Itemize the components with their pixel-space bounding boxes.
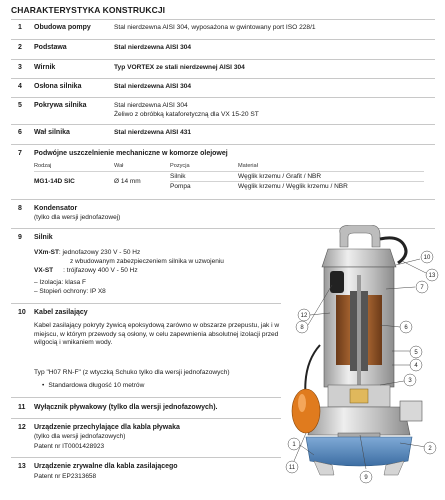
motor-cover — [322, 249, 396, 267]
row-number: 7 — [18, 150, 22, 157]
row-value: Stal nierdzewna AISI 431 — [114, 129, 192, 136]
callout-5-label: 5 — [414, 350, 418, 357]
table-divider — [34, 171, 424, 172]
row-note: (tylko dla wersji jednofazowych) — [34, 433, 126, 440]
callout-6-label: 6 — [404, 325, 408, 332]
callout-12-label: 12 — [300, 313, 308, 320]
row-number: 4 — [18, 83, 22, 90]
row-note: (tylko dla wersji jednofazowej) — [34, 214, 121, 221]
motor-vxm-text2: z wbudowanym zabezpieczeniem silnika w uzwojeniu — [70, 258, 224, 265]
callout-7-label: 7 — [420, 285, 424, 292]
row-label: Urządzenie zrywalne dla kabla zasilającego — [34, 463, 178, 470]
row-label: Obudowa pompy — [34, 24, 91, 31]
row-label: Kondensator — [34, 205, 78, 212]
row-number: 5 — [18, 102, 22, 109]
row-number: 1 — [18, 24, 22, 31]
row-number: 11 — [18, 404, 26, 411]
table-divider — [170, 181, 424, 182]
section-title: CHARAKTERYSTYKA KONSTRUKCJI — [11, 5, 166, 15]
row-value: Stal nierdzewna AISI 304 — [114, 44, 192, 51]
row-label: Wirnik — [34, 64, 56, 71]
divider — [11, 19, 435, 20]
row-number: 13 — [18, 463, 26, 470]
motor-insulation: – Izolacja: klasa F — [34, 279, 87, 286]
motor-vx-label: VX-ST — [34, 267, 54, 274]
outlet-port — [400, 401, 422, 421]
divider — [11, 303, 281, 304]
table-cell-material: Węglik krzemu / Węglik krzemu / NBR — [238, 183, 348, 190]
motor-vxm — [34, 249, 140, 257]
table-cell-position: Silnik — [170, 173, 186, 180]
row-value-line1: Stal nierdzewna AISI 304 — [114, 102, 188, 109]
table-header-shaft: Wał — [114, 163, 124, 169]
divider — [11, 78, 435, 79]
divider — [11, 144, 435, 145]
row-value-line2: Żeliwo z obróbką kataforetyczną dla VX 15-20 ST — [114, 111, 259, 118]
divider — [11, 418, 281, 419]
motor-vxm-label: VXm-ST — [34, 249, 59, 256]
float-highlight — [298, 394, 306, 412]
callout-13-label: 13 — [428, 273, 436, 280]
divider — [11, 457, 281, 458]
row-number: 12 — [18, 424, 26, 431]
cable-paragraph: Kabel zasilający pokryty żywicą epoksydową zarówno w obszarze przepustu, jak i w miejscu, w którym przewody są osłony, w celu zapewnienia absolutnej izolacji przed wilgocią i wnikaniem wody. — [34, 322, 280, 347]
row-label: Wał silnika — [34, 129, 70, 136]
divider — [11, 199, 435, 200]
motor-vx — [34, 267, 138, 275]
table-header-material: Materiał — [238, 163, 258, 169]
motor-protection: – Stopień ochrony: IP X8 — [34, 288, 106, 295]
callout-8-label: 8 — [300, 325, 304, 332]
row-number: 2 — [18, 44, 22, 51]
row-patent: Patent nr IT0001428923 — [34, 443, 105, 450]
callout-10-label: 10 — [423, 255, 431, 262]
row-label: Wyłącznik pływakowy (tylko dla wersji jednofazowych). — [34, 404, 218, 411]
row-label: Urządzenie przechylające dla kabla pływaka — [34, 424, 180, 431]
row-number: 10 — [18, 309, 26, 316]
motor-vx-text: : trójfazowy 400 V - 50 Hz — [63, 267, 138, 274]
row-number: 8 — [18, 205, 22, 212]
divider — [11, 59, 435, 60]
table-cell-shaft: Ø 14 mm — [114, 178, 141, 185]
callout-1-label: 1 — [292, 442, 296, 449]
row-patent: Patent nr EP2313658 — [34, 473, 97, 480]
cable-type-note: Typ "H07 RN-F" (z wtyczką Schuko tylko dla wersji jednofazowych) — [34, 369, 230, 376]
divider — [11, 97, 435, 98]
pump-cutaway-illustration — [280, 225, 445, 497]
pump-body — [308, 407, 410, 435]
divider — [11, 124, 435, 125]
callout-3-label: 3 — [408, 378, 412, 385]
pump-base — [306, 437, 412, 466]
row-value: Stal nierdzewna AISI 304 — [114, 83, 192, 90]
divider — [11, 397, 281, 398]
callout-2-label: 2 — [428, 446, 432, 453]
row-value: Stal nierdzewna AISI 304, wyposażona w gwintowany port ISO 228/1 — [114, 24, 316, 31]
row-value: Typ VORTEX ze stali nierdzewnej AISI 304 — [114, 64, 245, 71]
table-cell-type: MG1-14D SIC — [34, 178, 75, 185]
float-switch — [292, 389, 320, 433]
callout-9-label: 9 — [364, 475, 368, 482]
motor-vxm-text: : jednofazowy 230 V - 50 Hz — [58, 249, 141, 256]
cable-length: • Standardowa długość 10 metrów — [42, 382, 288, 391]
row-label: Podwójne uszczelnienie mechaniczne w komorze olejowej — [34, 150, 228, 157]
callout-4-label: 4 — [414, 363, 418, 370]
capacitor — [330, 271, 344, 293]
row-label: Pokrywa silnika — [34, 102, 87, 109]
handle — [340, 225, 380, 247]
row-number: 6 — [18, 129, 22, 136]
table-header-position: Pozycja — [170, 163, 190, 169]
table-cell-material: Węglik krzemu / Grafit / NBR — [238, 173, 322, 180]
row-label: Kabel zasilający — [34, 309, 88, 316]
table-cell-position: Pompa — [170, 183, 191, 190]
table-header-type: Rodzaj — [34, 163, 52, 169]
divider — [11, 39, 435, 40]
row-label: Osłona silnika — [34, 83, 82, 90]
row-number: 9 — [18, 234, 22, 241]
row-label: Silnik — [34, 234, 53, 241]
row-label: Podstawa — [34, 44, 67, 51]
row-number: 3 — [18, 64, 22, 71]
callout-11-label: 11 — [288, 465, 296, 472]
mechanical-seal — [350, 389, 368, 403]
